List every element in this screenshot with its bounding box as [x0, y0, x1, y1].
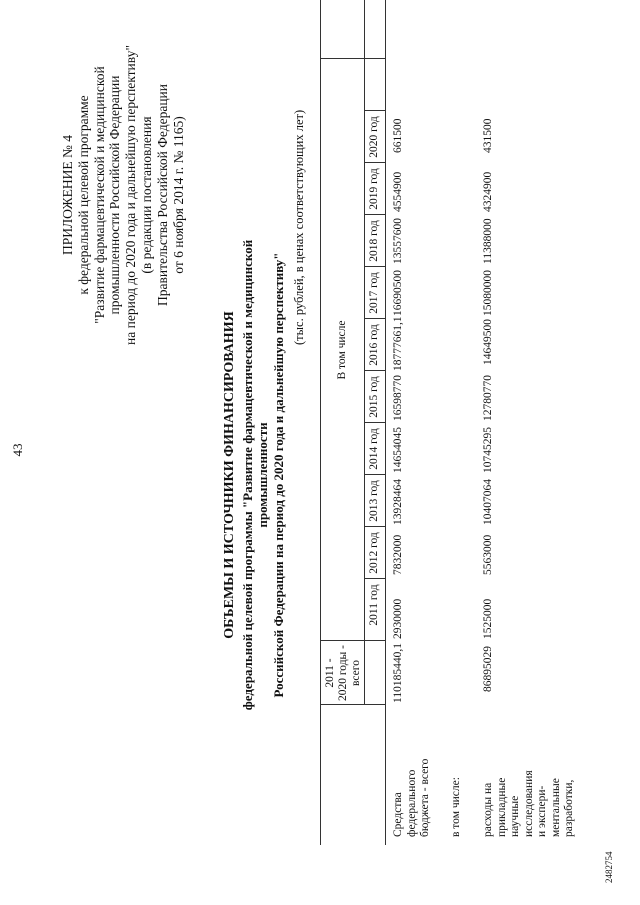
table-cell: 14654045	[392, 427, 404, 473]
table-cell: 4554900	[392, 171, 404, 212]
table-cell: 13557600	[392, 218, 404, 264]
appendix-line: ПРИЛОЖЕНИЕ № 4	[60, 134, 75, 256]
label-line: бюджета - всего	[419, 758, 431, 837]
year-header: 2015 год	[368, 376, 380, 418]
appendix-line: (в редакции постановления	[138, 116, 154, 274]
table-cell: 110185440,1	[392, 643, 404, 703]
label-line: разработки,	[563, 779, 575, 837]
header-line: всего	[350, 660, 362, 686]
including-header: В том числе	[336, 320, 348, 380]
label-line: исследования	[522, 770, 535, 837]
label-line: ментальные	[549, 778, 562, 837]
table-cell: 15080000	[482, 270, 494, 316]
year-header: 2016 год	[368, 324, 380, 366]
table-cell: 1525000	[482, 598, 494, 639]
appendix-block	[60, 45, 186, 345]
year-header: 2014 год	[368, 428, 380, 470]
table-cell: 14649500	[482, 319, 494, 365]
row-label-federal-budget	[392, 759, 433, 837]
table-cell: 2930000	[392, 598, 404, 639]
year-header: 2011 год	[368, 584, 380, 626]
table-border	[320, 0, 321, 845]
title-line: федеральной целевой программы "Развитие фармацевтической и медицинской промышленности	[239, 239, 270, 711]
appendix-line: "Развитие фармацевтической и медицинской	[91, 66, 107, 324]
year-header: 2017 год	[368, 272, 380, 314]
table-border	[385, 0, 386, 845]
title-line: Российской Федерации на период до 2020 года и дальнейшую перспективу"	[270, 252, 286, 698]
table-cell: 5563000	[482, 534, 494, 575]
table-cell: 10407064	[482, 479, 494, 525]
title-main: ОБЪЕМЫ И ИСТОЧНИКИ ФИНАНСИРОВАНИЯ	[222, 311, 237, 639]
header-line: 2011 -	[324, 658, 336, 688]
appendix-line: Правительства Российской Федерации	[154, 84, 170, 306]
appendix-line: на период до 2020 года и дальнейшую перспективу"	[123, 45, 139, 345]
table-cell: 431500	[482, 118, 494, 153]
table-cell: 4324900	[482, 171, 494, 212]
label-line: научные	[509, 795, 521, 837]
table-cell: 16690500	[392, 270, 404, 316]
label-line: Средства	[392, 792, 404, 837]
table-border	[364, 0, 365, 705]
table-cell: 11388000	[482, 218, 494, 264]
appendix-line: к федеральной целевой программе	[75, 95, 91, 295]
table-cell: 10745295	[482, 427, 494, 473]
year-header: 2019 год	[368, 168, 380, 210]
header-line: 2020 годы -	[337, 645, 349, 702]
total-column-header	[324, 641, 363, 705]
table-cell: 13928464	[392, 479, 404, 525]
document-code: 2482754	[604, 851, 614, 883]
units-note: (тыс. рублей, в ценах соответствующих лет)	[292, 109, 306, 345]
page-number: 43	[10, 443, 25, 457]
row-label-including: в том числе:	[450, 777, 462, 837]
row-label-rnd-expenses	[482, 770, 577, 837]
document-title	[222, 195, 286, 755]
label-line: и экспери-	[536, 785, 548, 837]
year-header: 2020 год	[368, 116, 380, 158]
appendix-line: промышленности Российской Федерации	[107, 75, 123, 315]
table-cell: 18777661,1	[392, 316, 404, 371]
table-cell: 16598770	[392, 375, 404, 421]
table-cell: 86895029	[482, 646, 494, 692]
table-cell: 12780770	[482, 375, 494, 421]
year-header: 2012 год	[368, 532, 380, 574]
label-line: федерального	[405, 769, 418, 837]
year-header: 2013 год	[368, 480, 380, 522]
table-cell: 661500	[392, 118, 404, 153]
year-header: 2018 год	[368, 220, 380, 262]
appendix-line: от 6 ноября 2014 г. № 1165)	[170, 116, 186, 274]
table-cell: 7832000	[392, 534, 404, 575]
table-border	[320, 58, 385, 59]
label-line: прикладные	[495, 777, 508, 837]
label-line: расходы на	[482, 782, 494, 837]
